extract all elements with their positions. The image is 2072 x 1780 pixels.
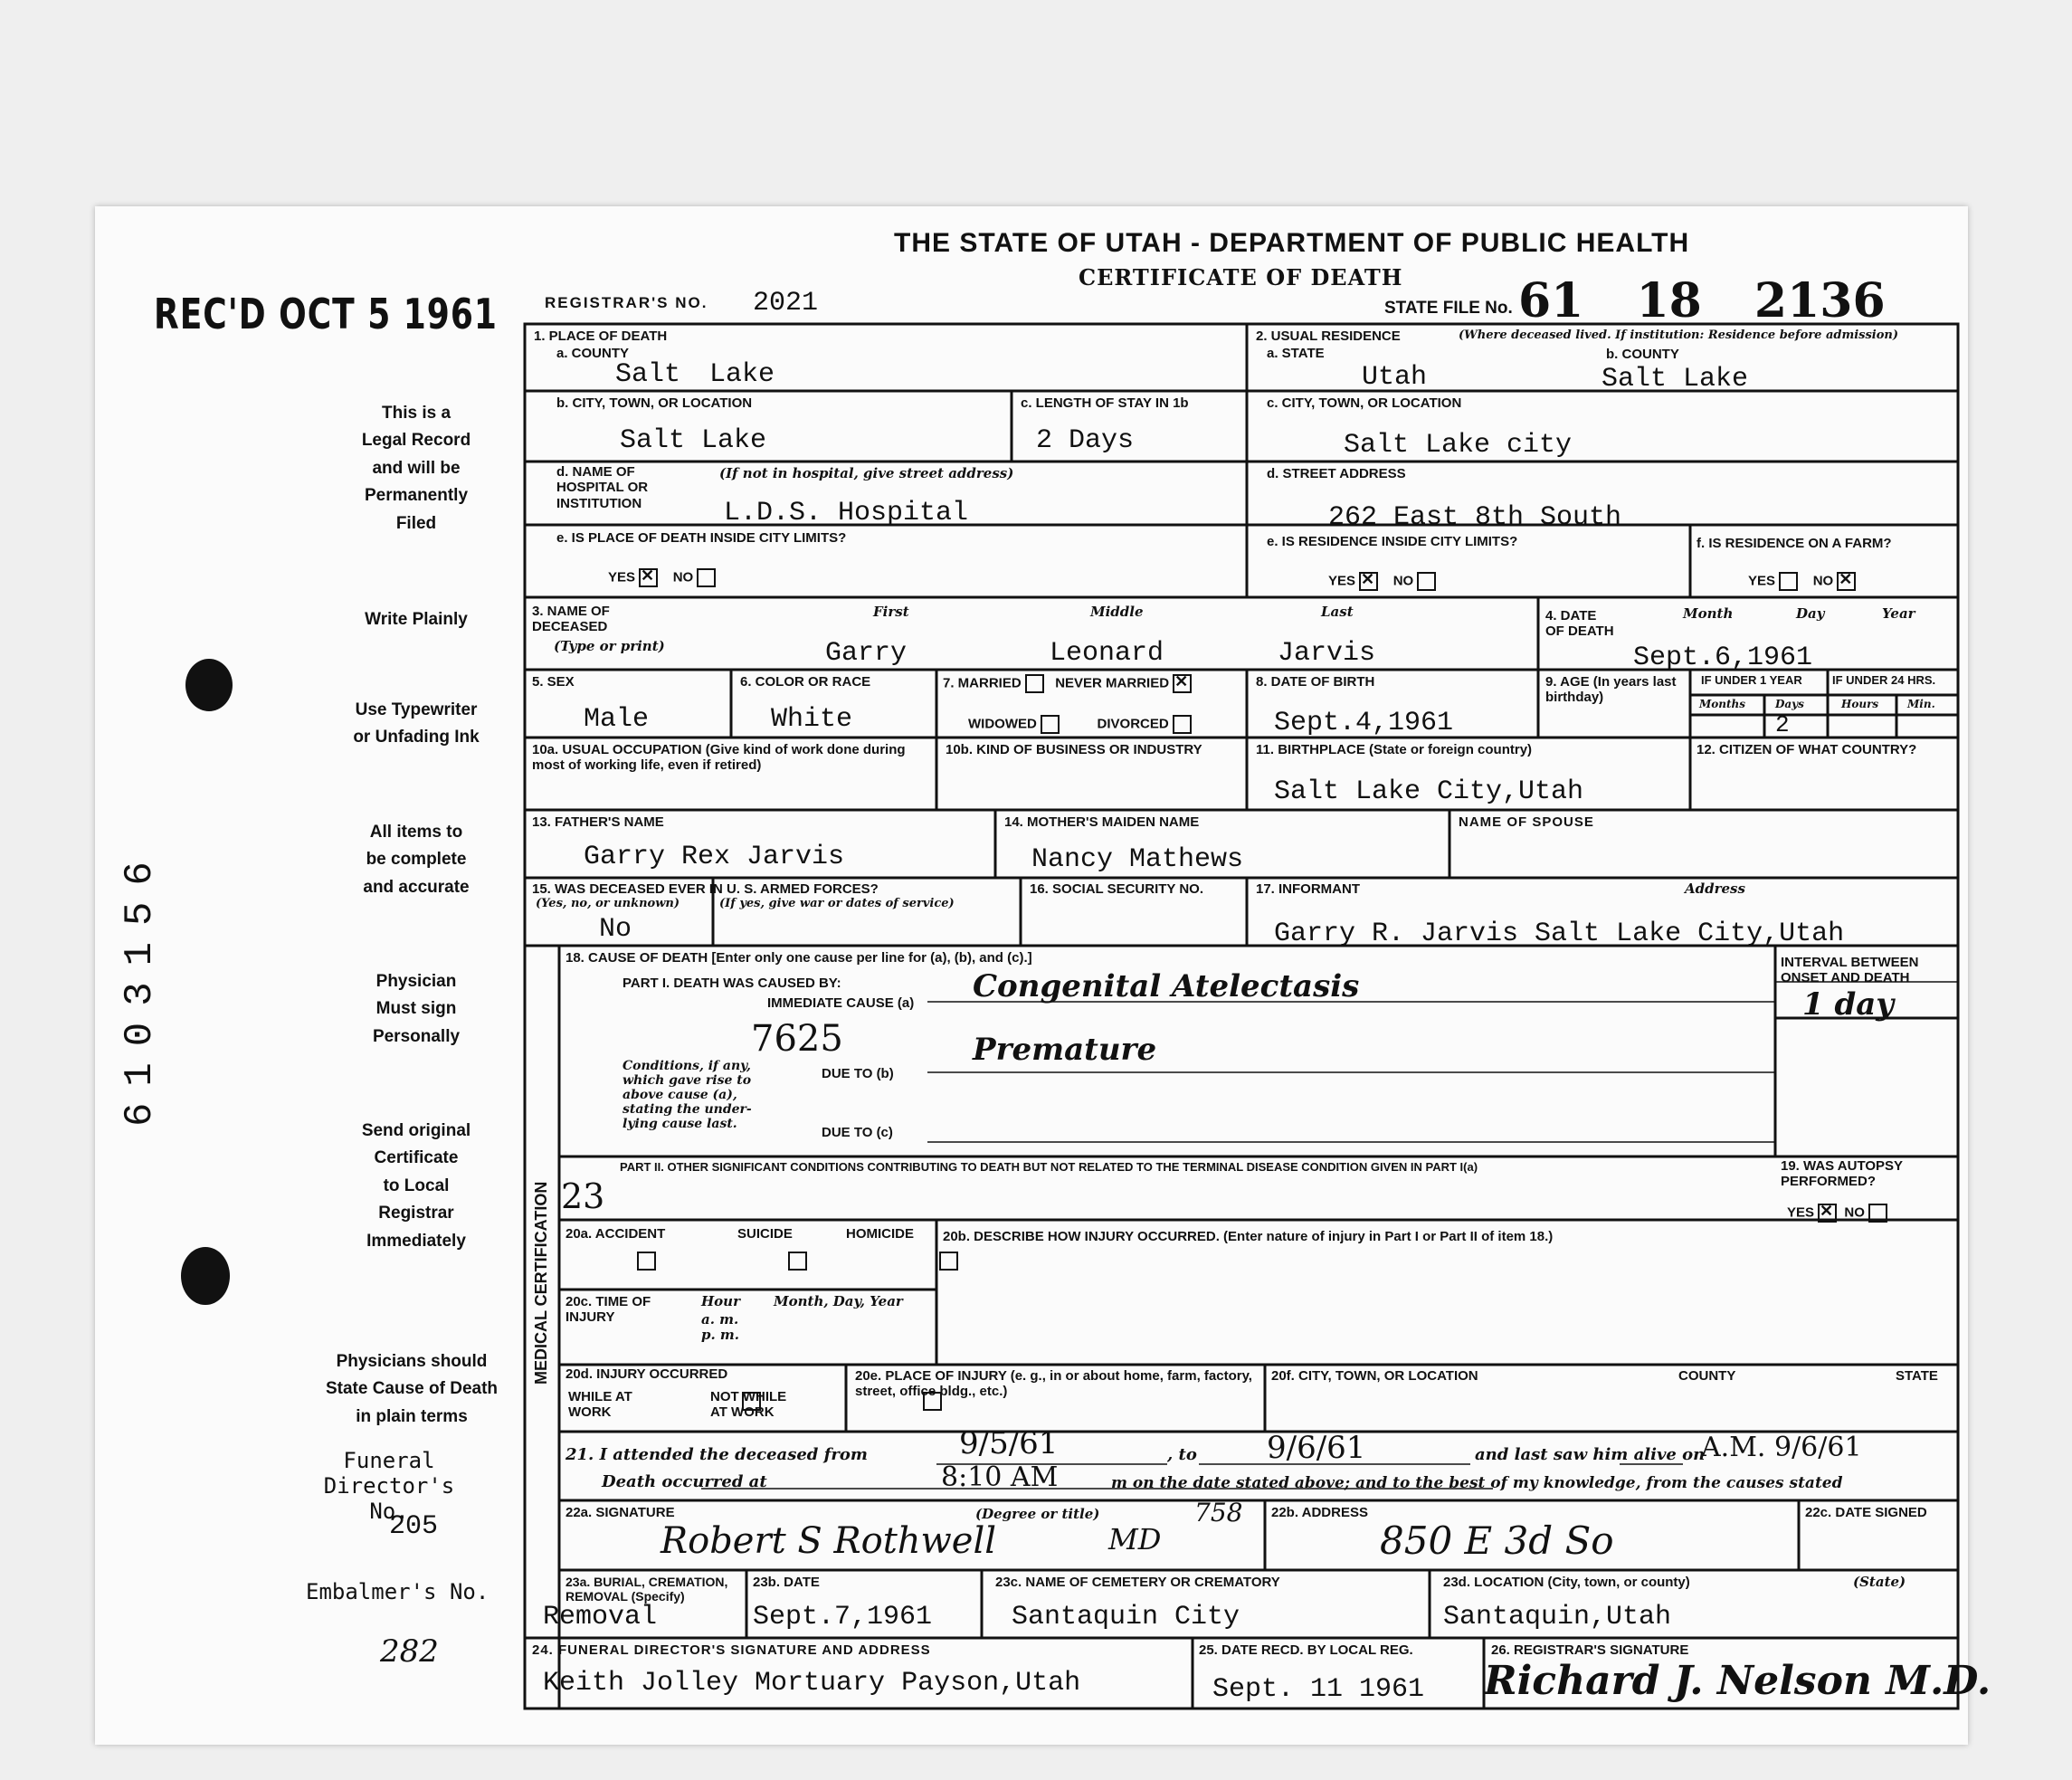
deceased-middle-name: Leonard bbox=[1050, 638, 1164, 669]
part-2-code: 23 bbox=[561, 1176, 605, 1216]
death-inside-limits-choice[interactable]: YES✕ NO bbox=[608, 568, 716, 587]
birthplace: Salt Lake City,Utah bbox=[1274, 776, 1584, 807]
armed-forces-label: 15. WAS DECEASED EVER IN U. S. ARMED FORCES? bbox=[532, 881, 879, 897]
autopsy-yes-checkbox[interactable] bbox=[1818, 1204, 1837, 1223]
deceased-last-name: Jarvis bbox=[1278, 638, 1376, 669]
date-received: Sept. 11 1961 bbox=[1212, 1674, 1425, 1705]
injury-county-label: COUNTY bbox=[1678, 1368, 1736, 1384]
months-label: Months bbox=[1699, 698, 1746, 710]
race: White bbox=[771, 704, 853, 735]
armed-note: (Yes, no, or unknown) bbox=[536, 897, 680, 910]
margin-number: 6103156 bbox=[118, 845, 163, 1127]
race-label: 6. COLOR OR RACE bbox=[740, 674, 871, 690]
married-checkbox[interactable] bbox=[1025, 674, 1044, 693]
side-note-legal-record: This is a Legal Record and will be Permanently Filed bbox=[361, 404, 471, 533]
burial-location: Santaquin,Utah bbox=[1443, 1602, 1672, 1632]
degree-label: (Degree or title) bbox=[975, 1506, 1100, 1522]
immediate-cause-label: IMMEDIATE CAUSE (a) bbox=[767, 995, 915, 1011]
side-note-write-plainly: Write Plainly bbox=[365, 610, 468, 629]
informant-label: 17. INFORMANT bbox=[1256, 881, 1361, 897]
age-days: 2 bbox=[1775, 711, 1790, 738]
physician-address-label: 22b. ADDRESS bbox=[1271, 1505, 1368, 1520]
date-of-birth: Sept.4,1961 bbox=[1274, 708, 1454, 738]
informant: Garry R. Jarvis Salt Lake City,Utah bbox=[1274, 919, 1845, 949]
cause-of-death-label: 18. CAUSE OF DEATH [Enter only one cause per line for (a), (b), and (c).] bbox=[566, 950, 1032, 966]
citizen-label: 12. CITIZEN OF WHAT COUNTRY? bbox=[1697, 742, 1917, 757]
state-department-heading: THE STATE OF UTAH - DEPARTMENT OF PUBLIC HEALTH bbox=[894, 228, 1690, 258]
accident-checkbox[interactable] bbox=[637, 1252, 656, 1271]
res-farm-no-checkbox[interactable] bbox=[1837, 572, 1856, 591]
conditions-label: Conditions, if any, which gave rise to above cause (a), stating the under- lying cause last. bbox=[623, 1059, 752, 1132]
attended-label: 21. I attended the deceased from bbox=[566, 1445, 868, 1464]
father-name: Garry Rex Jarvis bbox=[584, 842, 845, 872]
time-of-injury-label: 20c. TIME OF INJURY bbox=[566, 1294, 651, 1326]
due-to-c-label: DUE TO (c) bbox=[822, 1125, 893, 1140]
res-county-label: b. COUNTY bbox=[1606, 347, 1679, 362]
res-street-label: d. STREET ADDRESS bbox=[1267, 466, 1406, 481]
death-inside-limits-label: e. IS PLACE OF DEATH INSIDE CITY LIMITS? bbox=[556, 530, 847, 546]
side-note-complete: All items to be complete and accurate bbox=[363, 823, 470, 897]
date-received-label: 25. DATE RECD. BY LOCAL REG. bbox=[1199, 1642, 1413, 1658]
last-saw-label: and last saw him alive on bbox=[1475, 1445, 1706, 1464]
mother-name: Nancy Mathews bbox=[1031, 844, 1244, 875]
burial-date-label: 23b. DATE bbox=[753, 1575, 820, 1590]
suicide-label: SUICIDE bbox=[737, 1226, 793, 1242]
death-city-label: b. CITY, TOWN, OR LOCATION bbox=[556, 395, 753, 411]
due-to-b-label: DUE TO (b) bbox=[822, 1066, 894, 1081]
registrar-no-label: REGISTRAR'S NO. bbox=[545, 294, 708, 311]
burial-state-label: (State) bbox=[1853, 1574, 1906, 1590]
part-2-label: PART II. OTHER SIGNIFICANT CONDITIONS CONTRIBUTING TO DEATH BUT NOT RELATED TO THE TERMINAL DISEASE CONDITION GIVEN IN PART I(a) bbox=[620, 1160, 1478, 1174]
res-farm-label: f. IS RESIDENCE ON A FARM? bbox=[1697, 536, 1892, 551]
not-while-at-work-label: NOT WHILE AT WORK bbox=[710, 1389, 787, 1421]
state-file-no: 61 18 2136 bbox=[1518, 273, 1886, 328]
place-of-injury-label: 20e. PLACE OF INJURY (e. g., in or about home, farm, factory, street, office bldg., etc.) bbox=[855, 1368, 1252, 1400]
state-file-label: STATE FILE No. bbox=[1384, 299, 1513, 318]
armed-forces: No bbox=[599, 914, 632, 945]
birthplace-label: 11. BIRTHPLACE (State or foreign country) bbox=[1256, 742, 1533, 757]
res-inside-yes-checkbox[interactable] bbox=[1359, 572, 1378, 591]
death-occurred-suffix: m on the date stated above; and to the best of my knowledge, from the causes stated bbox=[1111, 1474, 1843, 1492]
res-inside-no-checkbox[interactable] bbox=[1417, 572, 1436, 591]
funeral-director-no: 205 bbox=[389, 1511, 439, 1542]
injury-city-label: 20f. CITY, TOWN, OR LOCATION bbox=[1271, 1368, 1478, 1384]
burial-date: Sept.7,1961 bbox=[753, 1602, 933, 1632]
length-of-stay-label: c. LENGTH OF STAY IN 1b bbox=[1021, 395, 1189, 411]
funeral-director-label: Funeral Director's No. bbox=[323, 1448, 455, 1524]
res-farm-choice[interactable]: YES NO✕ bbox=[1748, 572, 1856, 591]
attended-to: 9/6/61 bbox=[1267, 1430, 1366, 1466]
deceased-name-label: 3. NAME OF DECEASED bbox=[532, 604, 610, 635]
received-stamp: REC'D OCT 5 1961 bbox=[154, 290, 498, 339]
res-county: Salt Lake bbox=[1602, 364, 1749, 395]
cemetery: Santaquin City bbox=[1012, 1602, 1240, 1632]
armed-note-2: (If yes, give war or dates of service) bbox=[719, 897, 955, 910]
res-inside-limits-label: e. IS RESIDENCE INSIDE CITY LIMITS? bbox=[1267, 534, 1518, 549]
ssn-label: 16. SOCIAL SECURITY NO. bbox=[1030, 881, 1203, 897]
month-day-year-label: Month, Day, Year bbox=[774, 1293, 903, 1309]
autopsy-no-checkbox[interactable] bbox=[1868, 1204, 1887, 1223]
attended-from: 9/5/61 bbox=[959, 1425, 1059, 1461]
sex-label: 5. SEX bbox=[532, 674, 575, 690]
place-of-death-label: 1. PLACE OF DEATH bbox=[534, 328, 668, 344]
hour-label: Hour bbox=[701, 1293, 740, 1309]
res-state: Utah bbox=[1362, 362, 1428, 393]
never-married-checkbox[interactable] bbox=[1173, 674, 1192, 693]
medical-certification-label: MEDICAL CERTIFICATION bbox=[532, 1181, 550, 1385]
accident-label: 20a. ACCIDENT bbox=[566, 1226, 666, 1242]
homicide-checkbox[interactable] bbox=[939, 1252, 958, 1271]
res-state-label: a. STATE bbox=[1267, 346, 1325, 361]
min-label: Min. bbox=[1907, 698, 1935, 710]
physician-signature: Robert S Rothwell bbox=[661, 1520, 997, 1562]
physician-degree: MD bbox=[1108, 1522, 1162, 1556]
signature-label: 22a. SIGNATURE bbox=[566, 1505, 675, 1520]
deceased-name-note: (Type or print) bbox=[554, 638, 665, 654]
injury-description-label: 20b. DESCRIBE HOW INJURY OCCURRED. (Enter nature of injury in Part I or Part II of item 18.) bbox=[943, 1229, 1554, 1244]
widowed-checkbox[interactable] bbox=[1041, 715, 1060, 734]
suicide-checkbox[interactable] bbox=[788, 1252, 807, 1271]
interval: 1 day bbox=[1802, 986, 1895, 1023]
registrar-signature: Richard J. Nelson M.D. bbox=[1484, 1658, 1991, 1704]
burial-location-label: 23d. LOCATION (City, town, or county) bbox=[1443, 1575, 1690, 1590]
hospital-label: d. NAME OF HOSPITAL OR INSTITUTION bbox=[556, 464, 649, 511]
embalmer-no: 282 bbox=[380, 1633, 439, 1670]
father-label: 13. FATHER'S NAME bbox=[532, 814, 664, 830]
days-label: Days bbox=[1775, 698, 1804, 710]
mother-label: 14. MOTHER'S MAIDEN NAME bbox=[1004, 814, 1200, 830]
hospital-name: L.D.S. Hospital bbox=[724, 498, 969, 528]
death-occurred-label: Death occurred at bbox=[602, 1472, 767, 1491]
registrar-signature-label: 26. REGISTRAR'S SIGNATURE bbox=[1491, 1642, 1689, 1658]
age-label: 9. AGE (In years last birthday) bbox=[1545, 674, 1677, 706]
death-county: Salt Lake bbox=[615, 359, 775, 390]
last-name-label: Last bbox=[1321, 604, 1354, 620]
death-inside-yes-checkbox[interactable] bbox=[639, 568, 658, 587]
spouse-label: NAME OF SPOUSE bbox=[1459, 814, 1594, 830]
funeral-director-sig-label: 24. FUNERAL DIRECTOR'S SIGNATURE AND ADDRESS bbox=[532, 1642, 931, 1658]
immediate-cause: Congenital Atelectasis bbox=[973, 968, 1360, 1004]
marital-status-2[interactable]: WIDOWED DIVORCED bbox=[968, 715, 1192, 734]
side-note-cause-plain: Physicians should State Cause of Death in plain terms bbox=[325, 1352, 499, 1426]
embalmer-label: Embalmer's No. bbox=[306, 1579, 489, 1604]
physician-address: 850 E 3d So bbox=[1380, 1518, 1614, 1563]
death-inside-no-checkbox[interactable] bbox=[697, 568, 716, 587]
middle-name-label: Middle bbox=[1090, 604, 1144, 620]
under-1-year-label: IF UNDER 1 YEAR bbox=[1701, 673, 1802, 687]
sex: Male bbox=[584, 704, 650, 735]
usual-residence-note: (Where deceased lived. If institution: Residence before admission) bbox=[1459, 328, 1899, 342]
due-to-b: Premature bbox=[973, 1032, 1157, 1068]
to-label: , to bbox=[1167, 1445, 1197, 1464]
res-farm-yes-checkbox[interactable] bbox=[1779, 572, 1798, 591]
side-note-physician-sign: Physician Must sign Personally bbox=[372, 972, 461, 1046]
interval-label: INTERVAL BETWEEN ONSET AND DEATH bbox=[1781, 955, 1919, 986]
year-label: Year bbox=[1882, 605, 1915, 622]
divorced-checkbox[interactable] bbox=[1173, 715, 1192, 734]
date-of-death: Sept.6,1961 bbox=[1633, 643, 1813, 673]
ampm-label: a. m. p. m. bbox=[701, 1311, 740, 1344]
deceased-first-name: Garry bbox=[825, 638, 908, 669]
date-of-death-label: 4. DATE OF DEATH bbox=[1545, 608, 1614, 640]
code-number: 7625 bbox=[751, 1018, 843, 1060]
date-signed-label: 22c. DATE SIGNED bbox=[1805, 1505, 1927, 1520]
burial: Removal bbox=[543, 1602, 658, 1632]
length-of-stay: 2 Days bbox=[1036, 425, 1135, 456]
homicide-label: HOMICIDE bbox=[846, 1226, 914, 1242]
day-label: Day bbox=[1796, 605, 1825, 622]
res-city-label: c. CITY, TOWN, OR LOCATION bbox=[1267, 395, 1462, 411]
burial-label: 23a. BURIAL, CREMATION, REMOVAL (Specify) bbox=[566, 1575, 728, 1604]
last-saw: A.M. 9/6/61 bbox=[1701, 1432, 1862, 1463]
funeral-director-sig: Keith Jolley Mortuary Payson,Utah bbox=[543, 1668, 1081, 1699]
death-city: Salt Lake bbox=[620, 425, 767, 456]
autopsy-label: 19. WAS AUTOPSY PERFORMED? bbox=[1781, 1158, 1903, 1190]
res-inside-limits-choice[interactable]: YES✕ NO bbox=[1328, 572, 1436, 591]
month-label: Month bbox=[1683, 605, 1734, 622]
injury-state-label: STATE bbox=[1896, 1368, 1938, 1384]
signature-code: 758 bbox=[1194, 1498, 1243, 1528]
death-county-label: a. COUNTY bbox=[556, 346, 630, 361]
side-note-send-original: Send original Certificate to Local Registrar Immediately bbox=[361, 1121, 471, 1251]
part-1-label: PART I. DEATH WAS CAUSED BY: bbox=[623, 976, 841, 991]
under-24-hrs-label: IF UNDER 24 HRS. bbox=[1832, 673, 1936, 687]
informant-address-label: Address bbox=[1685, 880, 1745, 897]
date-of-birth-label: 8. DATE OF BIRTH bbox=[1256, 674, 1375, 690]
while-at-work-label: WHILE AT WORK bbox=[568, 1389, 632, 1421]
hours-label: Hours bbox=[1841, 698, 1879, 710]
side-note-typewriter: Use Typewriter or Unfading Ink bbox=[353, 700, 480, 747]
autopsy-choice[interactable]: YES✕ NO bbox=[1787, 1204, 1887, 1223]
cemetery-label: 23c. NAME OF CEMETERY OR CREMATORY bbox=[995, 1575, 1280, 1590]
first-name-label: First bbox=[873, 604, 909, 620]
occupation-label: 10a. USUAL OCCUPATION (Give kind of work done during most of working life, even if retired) bbox=[532, 742, 906, 774]
business-label: 10b. KIND OF BUSINESS OR INDUSTRY bbox=[946, 742, 1202, 757]
certificate-title: CERTIFICATE OF DEATH bbox=[1079, 264, 1403, 290]
registrar-no: 2021 bbox=[753, 288, 819, 319]
death-occurred-time: 8:10 AM bbox=[941, 1461, 1059, 1493]
res-street: 262 East 8th South bbox=[1328, 502, 1622, 533]
marital-status[interactable]: 7. MARRIED NEVER MARRIED✕ bbox=[943, 674, 1192, 693]
usual-residence-label: 2. USUAL RESIDENCE bbox=[1256, 328, 1401, 344]
hospital-note: (If not in hospital, give street address) bbox=[719, 465, 1014, 481]
res-city: Salt Lake city bbox=[1344, 430, 1573, 461]
injury-occurred-label: 20d. INJURY OCCURRED bbox=[566, 1366, 728, 1382]
